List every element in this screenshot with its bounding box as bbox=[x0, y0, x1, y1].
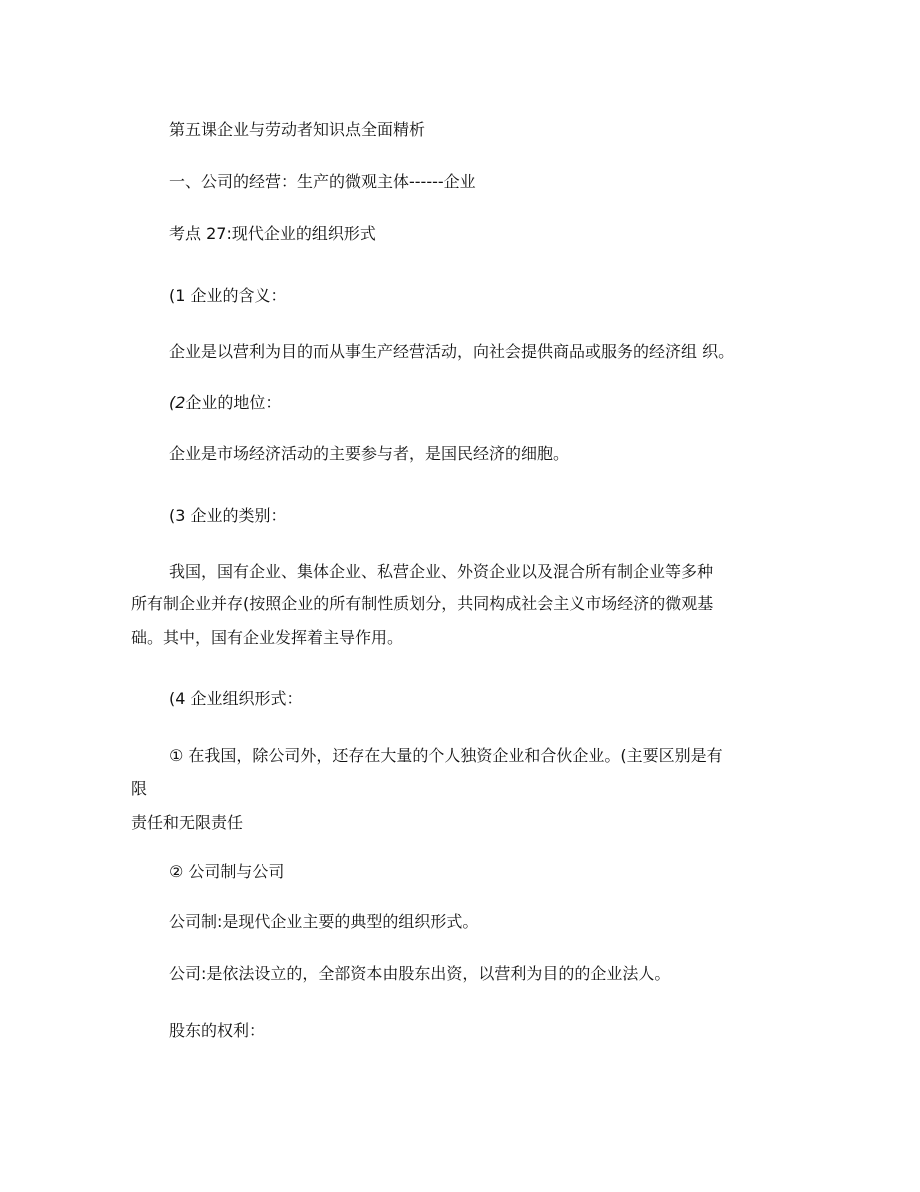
circled-2-heading: ② 公司制与公司 bbox=[169, 862, 285, 881]
point-3-text-line-2: 所有制企业并存(按照企业的所有制性质划分，共同构成社会主义市场经济的微观基 bbox=[131, 594, 714, 613]
document-title: 第五课企业与劳动者知识点全面精析 bbox=[169, 120, 426, 139]
shareholder-rights-heading: 股东的权利： bbox=[169, 1021, 266, 1040]
point-1-heading: (1 企业的含义： bbox=[169, 286, 287, 305]
company-system-text: 公司制:是现代企业主要的典型的组织形式。 bbox=[169, 912, 479, 931]
circled-1-line-2: 限 bbox=[131, 779, 148, 798]
point-2-number: (2 bbox=[169, 393, 186, 412]
kaodian-heading: 考点 27:现代企业的组织形式 bbox=[169, 224, 376, 243]
circled-1-line-1: ① 在我国，除公司外，还存在大量的个人独资企业和合伙企业。(主要区别是有 bbox=[169, 746, 723, 765]
point-4-heading: (4 企业组织形式： bbox=[169, 689, 303, 708]
point-2-heading bbox=[169, 392, 281, 414]
point-3-heading: (3 企业的类别： bbox=[169, 506, 287, 525]
circled-1-line-3: 责任和无限责任 bbox=[131, 813, 244, 832]
point-1-text: 企业是以营利为目的而从事生产经营活动，向社会提供商品或服务的经济组 织。 bbox=[169, 342, 735, 361]
point-3-text-line-1: 我国，国有企业、集体企业、私营企业、外资企业以及混合所有制企业等多种 bbox=[169, 562, 714, 581]
section-heading-1: 一、公司的经营：生产的微观主体------企业 bbox=[169, 172, 476, 191]
point-3-text-line-3: 础。其中，国有企业发挥着主导作用。 bbox=[131, 628, 404, 647]
point-2-text: 企业是市场经济活动的主要参与者，是国民经济的细胞。 bbox=[169, 444, 570, 463]
point-2-heading-text: 企业的地位： bbox=[185, 393, 282, 412]
company-definition-text: 公司:是依法设立的，全部资本由股东出资，以营利为目的的企业法人。 bbox=[169, 964, 671, 983]
